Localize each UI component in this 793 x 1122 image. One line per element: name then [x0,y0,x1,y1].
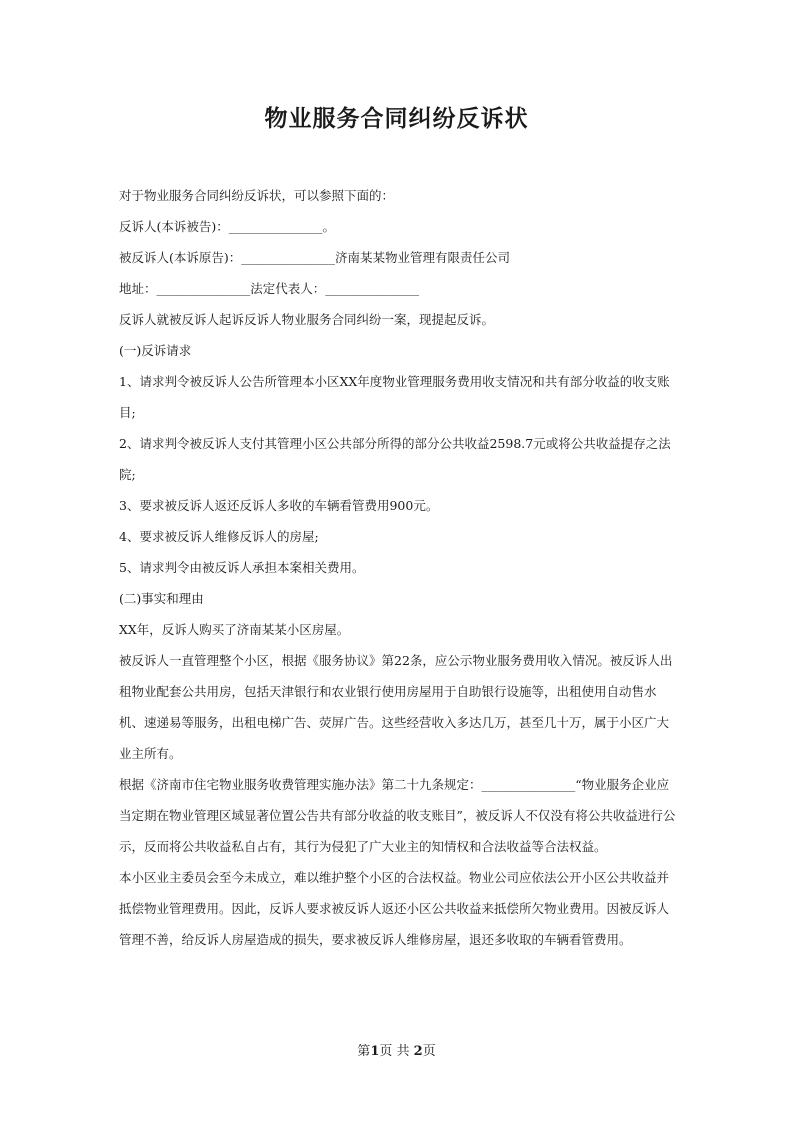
total-pages-number: 2 [413,1044,423,1059]
footer-middle: 页 共 [379,1044,410,1059]
body-paragraph: 本小区业主委员会至今未成立，难以维护整个小区的合法权益。物业公司应依法公开小区公共收益并抵偿物业管理费用。因此，反诉人要求被反诉人返还小区公共收益来抵偿所欠物业费用。因被反诉人管理不善，给反诉人房屋造成的损失，要求被反诉人维修房屋，退还多收取的车辆看管费用。 [119,870,670,947]
claim-item: 2、请求判令被反诉人支付其管理小区公共部分所得的部分公共收益2598.7元或将公共收益提存之法院; [119,436,671,482]
address-representative-line: 地址：_______________法定代表人：_______________ [119,281,420,296]
page-footer [0,1040,793,1059]
current-page-number: 1 [370,1044,380,1059]
intro-paragraph: 对于物业服务合同纠纷反诉状，可以参照下面的： [119,188,395,203]
body-paragraph: XX年，反诉人购买了济南某某小区房屋。 [119,622,350,637]
section-heading-facts: (二)事实和理由 [119,591,204,606]
document-title: 物业服务合同纠纷反诉状 [264,106,529,132]
claim-item: 3、要求被反诉人返还反诉人多收的车辆看管费用900元。 [119,498,439,513]
body-paragraph: 根据《济南市住宅物业服务收费管理实施办法》第二十九条规定：_______________“物业服务企业应当定期在物业管理区域显著位置公告共有部分收益的收支账目”，被反诉人不仅没有将公共收益进行公示，反而将公共收益私自占有，其行为侵犯了广大业主的知情权和合法收益等合法权益。 [119,777,676,854]
counter-plaintiff-line: 反诉人(本诉被告)：_______________。 [119,219,336,234]
body-paragraph: 被反诉人一直管理整个小区，根据《服务协议》第22条，应公示物业服务费用收入情况。被反诉人出租物业配套公共用房，包括天津银行和农业银行使用房屋用于自助银行设施等，出租使用自动售水机、速递易等服务，出租电梯广告、荧屏广告。这些经营收入多达几万，甚至几十万，属于小区广大业主所有。 [119,653,673,761]
claim-item: 5、请求判令由被反诉人承担本案相关费用。 [119,560,365,575]
footer-suffix: 页 [422,1044,436,1059]
statement-paragraph: 反诉人就被反诉人起诉反诉人物业服务合同纠纷一案，现提起反诉。 [119,312,495,327]
document-body [119,180,679,955]
counter-defendant-line: 被反诉人(本诉原告)：_______________济南某某物业管理有限责任公司 [119,250,511,265]
section-heading-claims: (一)反诉请求 [119,343,192,358]
footer-prefix: 第 [357,1044,371,1059]
claim-item: 1、请求判令被反诉人公告所管理本小区XX年度物业管理服务费用收支情况和共有部分收益的收支账目; [119,374,670,420]
claim-item: 4、要求被反诉人维修反诉人的房屋; [119,529,319,544]
